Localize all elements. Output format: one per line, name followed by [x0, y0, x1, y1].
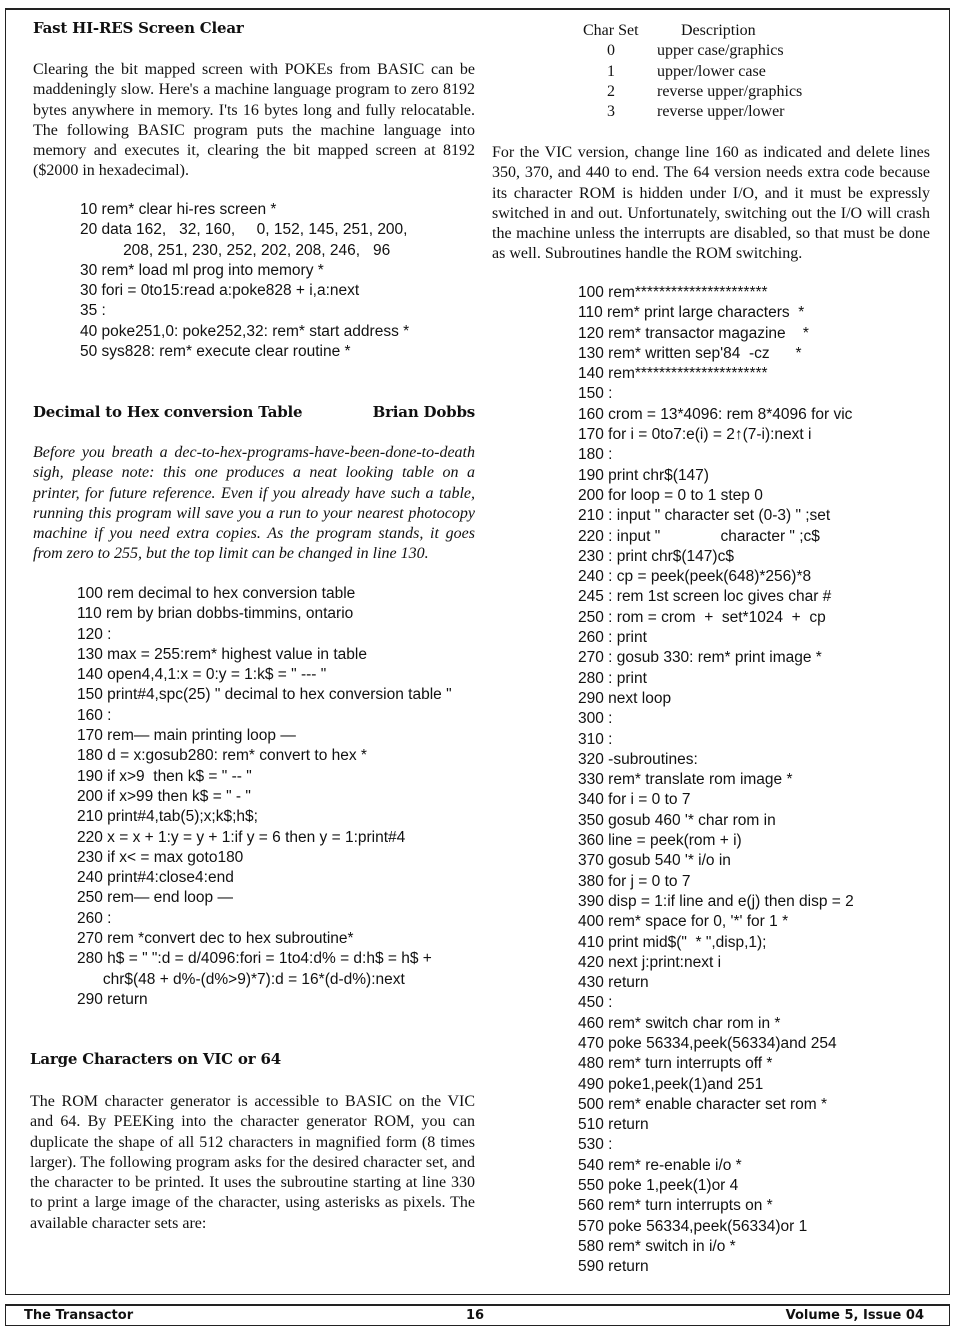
page-frame	[5, 8, 950, 1295]
code-line: 140 rem**********************	[578, 365, 768, 383]
code-line: 30 fori = 0to15:read a:poke828 + i,a:next	[80, 282, 360, 300]
code-line: 350 gosub 460 '* char rom in	[578, 811, 776, 829]
code-line: 100 rem decimal to hex conversion table	[77, 585, 356, 602]
char-set-description: upper/lower case	[657, 62, 766, 80]
char-set-table	[583, 21, 802, 122]
code-line: 250 rem— end loop —	[77, 889, 233, 907]
vic-version-paragraph: For the VIC version, change line 160 as indicated and delete lines 350, 370, and 440 to end. The 64 version needs extra code because its character ROM is hidden under I/O, and it must be expressly switched in and out. Unfortunately, switching out the I/O will crash the machine unless the interrupts are disabled, so that must be done as well. Subroutines handle the ROM switching.	[492, 144, 930, 263]
code-line: 370 gosub 540 '* i/o in	[578, 852, 731, 870]
code-line: chr$(48 + d%-(d%>9)*7):d = 16*(d-d%):next	[77, 970, 405, 988]
page-number: 16	[466, 1308, 485, 1323]
char-set-number: 0	[607, 42, 615, 60]
code-line: 380 for j = 0 to 7	[578, 872, 691, 890]
code-line: 240 : cp = peek(peek(648)*256)*8	[578, 568, 812, 586]
code-line: 430 return	[578, 974, 649, 992]
char-set-table-header	[583, 21, 802, 41]
code-line: 450 :	[578, 994, 613, 1012]
description-header: Description	[681, 22, 756, 39]
code-line: 360 line = peek(rom + i)	[578, 832, 742, 850]
code-line: 280 h$ = " ":d = d/4096:fori = 1to4:d% = d:h$ = h$ +	[77, 950, 432, 968]
section-title-hires-clear: Fast HI-RES Screen Clear	[33, 19, 244, 37]
code-line: 530 :	[578, 1136, 613, 1154]
code-line: 210 : input " character set (0-3) " ;set	[578, 507, 831, 525]
code-line: 130 max = 255:rem* highest value in table	[77, 645, 367, 663]
code-line: 560 rem* turn interrupts on *	[578, 1197, 773, 1215]
code-line: 210 print#4,tab(5);x;k$;h$;	[77, 808, 258, 826]
code-line: 280 : print	[578, 669, 647, 687]
section-title-large-characters: Large Characters on VIC or 64	[30, 1050, 281, 1068]
code-line: 120 rem* transactor magazine *	[578, 324, 809, 342]
code-line: 30 rem* load ml prog into memory *	[80, 261, 324, 279]
code-line: 170 rem— main printing loop —	[77, 727, 296, 745]
code-line: 300 :	[578, 710, 613, 728]
large-characters-code-listing	[578, 283, 854, 1278]
char-set-row	[583, 62, 802, 82]
code-line: 460 rem* switch char rom in *	[578, 1014, 781, 1032]
char-set-description: reverse upper/graphics	[657, 82, 803, 100]
code-line: 100 rem**********************	[578, 284, 768, 301]
code-line: 320 -subroutines:	[578, 750, 698, 768]
page-footer	[5, 1304, 950, 1326]
hires-clear-code-listing	[80, 200, 409, 362]
code-line: 240 print#4:close4:end	[77, 869, 234, 887]
author-name: Brian Dobbs	[372, 403, 475, 421]
code-line: 160 :	[77, 706, 112, 724]
magazine-name: The Transactor	[24, 1308, 134, 1323]
code-line: 190 if x>9 then k$ = " -- "	[77, 767, 252, 785]
code-line: 510 return	[578, 1116, 649, 1134]
code-line: 250 : rom = crom + set*1024 + cp	[578, 608, 826, 626]
code-line: 180 :	[578, 446, 613, 464]
code-line: 230 : print chr$(147)c$	[578, 547, 734, 565]
code-line: 550 poke 1,peek(1)or 4	[578, 1177, 739, 1195]
hex-table-intro-paragraph: Before you breath a dec-to-hex-programs-have-been-done-to-death sigh, please note: this one produces a neat looking table on a printer, for future reference. Even if you already have such a table, running this program will save you a run to your nearest photocopy machine if you need extra copies. As the program stands, it goes from zero to 255, but the top limit can be changed in line 130.	[33, 444, 475, 563]
code-line: 200 for loop = 0 to 1 step 0	[578, 486, 763, 504]
hex-table-code-listing	[77, 584, 452, 1010]
code-line: 160 crom = 13*4096: rem 8*4096 for vic	[578, 405, 853, 423]
code-line: 190 print chr$(147)	[578, 466, 709, 484]
char-set-row	[583, 82, 802, 102]
code-line: 10 rem* clear hi-res screen *	[80, 201, 277, 218]
char-set-number: 3	[607, 103, 615, 121]
code-line: 270 rem *convert dec to hex subroutine*	[77, 930, 354, 948]
code-line: 200 if x>99 then k$ = " - "	[77, 787, 251, 805]
large-characters-paragraph: The ROM character generator is accessible to BASIC on the VIC and 64. By PEEKing into the character generator ROM, you can duplicate the shape of all 512 characters in magnified form (8 times larger). The following program asks for the desired character set, and the character to be printed. It uses the subroutine starting at line 330 to print a large image of the character, using asterisks as pixels. The available character sets are:	[30, 1093, 475, 1232]
hires-clear-paragraph: Clearing the bit mapped screen with POKEs from BASIC can be maddeningly slow. Here's a machine language program to zero 8192 bytes anywhere in memory. I'ts 16 bytes long and fully relocatable. The following BASIC program puts the machine language into memory and executes it, clearing the bit mapped screen at 8192 ($2000 in hexadecimal).	[33, 61, 475, 180]
code-line: 490 poke1,peek(1)and 251	[578, 1075, 764, 1093]
code-line: 230 if x< = max goto180	[77, 848, 244, 866]
char-set-row	[583, 102, 802, 122]
code-line: 500 rem* enable character set rom *	[578, 1095, 827, 1113]
char-set-header: Char Set	[583, 22, 639, 39]
char-set-description: reverse upper/lower	[657, 103, 785, 121]
code-line: 260 :	[77, 909, 112, 927]
code-line: 245 : rem 1st screen loc gives char #	[578, 588, 832, 606]
code-line: 480 rem* turn interrupts off *	[578, 1055, 773, 1073]
issue-label: Volume 5, Issue 04	[785, 1308, 924, 1323]
code-line: 260 : print	[578, 629, 647, 647]
code-line: 35 :	[80, 302, 106, 320]
code-line: 590 return	[578, 1258, 649, 1276]
code-line: 220 : input " character " ;c$	[578, 527, 820, 545]
char-set-number: 1	[607, 62, 615, 80]
hex-table-header	[33, 403, 475, 421]
code-line: 570 poke 56334,peek(56334)or 1	[578, 1217, 808, 1235]
code-line: 270 : gosub 330: rem* print image *	[578, 649, 822, 667]
code-line: 150 :	[578, 385, 613, 403]
code-line: 580 rem* switch in i/o *	[578, 1237, 736, 1255]
code-line: 330 rem* translate rom image *	[578, 771, 793, 789]
code-line: 208, 251, 230, 252, 202, 208, 246, 96	[80, 241, 391, 259]
code-line: 540 rem* re-enable i/o *	[578, 1156, 742, 1174]
code-line: 420 next j:print:next i	[578, 953, 722, 971]
code-line: 180 d = x:gosub280: rem* convert to hex *	[77, 747, 367, 765]
code-line: 400 rem* space for 0, '*' for 1 *	[578, 913, 789, 931]
code-line: 340 for i = 0 to 7	[578, 791, 691, 809]
char-set-number: 2	[607, 82, 615, 100]
code-line: 40 poke251,0: poke252,32: rem* start address *	[80, 322, 410, 340]
code-line: 170 for i = 0to7:e(i) = 2↑(7-i):next i	[578, 426, 812, 444]
char-set-description: upper case/graphics	[657, 42, 784, 60]
code-line: 310 :	[578, 730, 613, 748]
code-line: 290 return	[77, 990, 148, 1008]
code-line: 110 rem* print large characters *	[578, 304, 805, 322]
code-line: 290 next loop	[578, 689, 672, 707]
code-line: 410 print mid$(" * ",disp,1);	[578, 933, 767, 951]
code-line: 110 rem by brian dobbs-timmins, ontario	[77, 605, 354, 623]
code-line: 50 sys828: rem* execute clear routine *	[80, 343, 351, 361]
code-line: 20 data 162, 32, 160, 0, 152, 145, 251, 200,	[80, 221, 408, 239]
code-line: 140 open4,4,1:x = 0:y = 1:k$ = " --- "	[77, 666, 327, 684]
code-line: 120 :	[77, 625, 112, 643]
char-set-row	[583, 41, 802, 61]
code-line: 220 x = x + 1:y = y + 1:if y = 6 then y = 1:print#4	[77, 828, 406, 846]
code-line: 390 disp = 1:if line and e(j) then disp = 2	[578, 892, 854, 910]
code-line: 130 rem* written sep'84 -cz *	[578, 344, 802, 362]
code-line: 470 poke 56334,peek(56334)and 254	[578, 1034, 837, 1052]
code-line: 150 print#4,spc(25) " decimal to hex conversion table "	[77, 686, 452, 704]
section-title-hex-table: Decimal to Hex conversion Table	[33, 403, 303, 421]
